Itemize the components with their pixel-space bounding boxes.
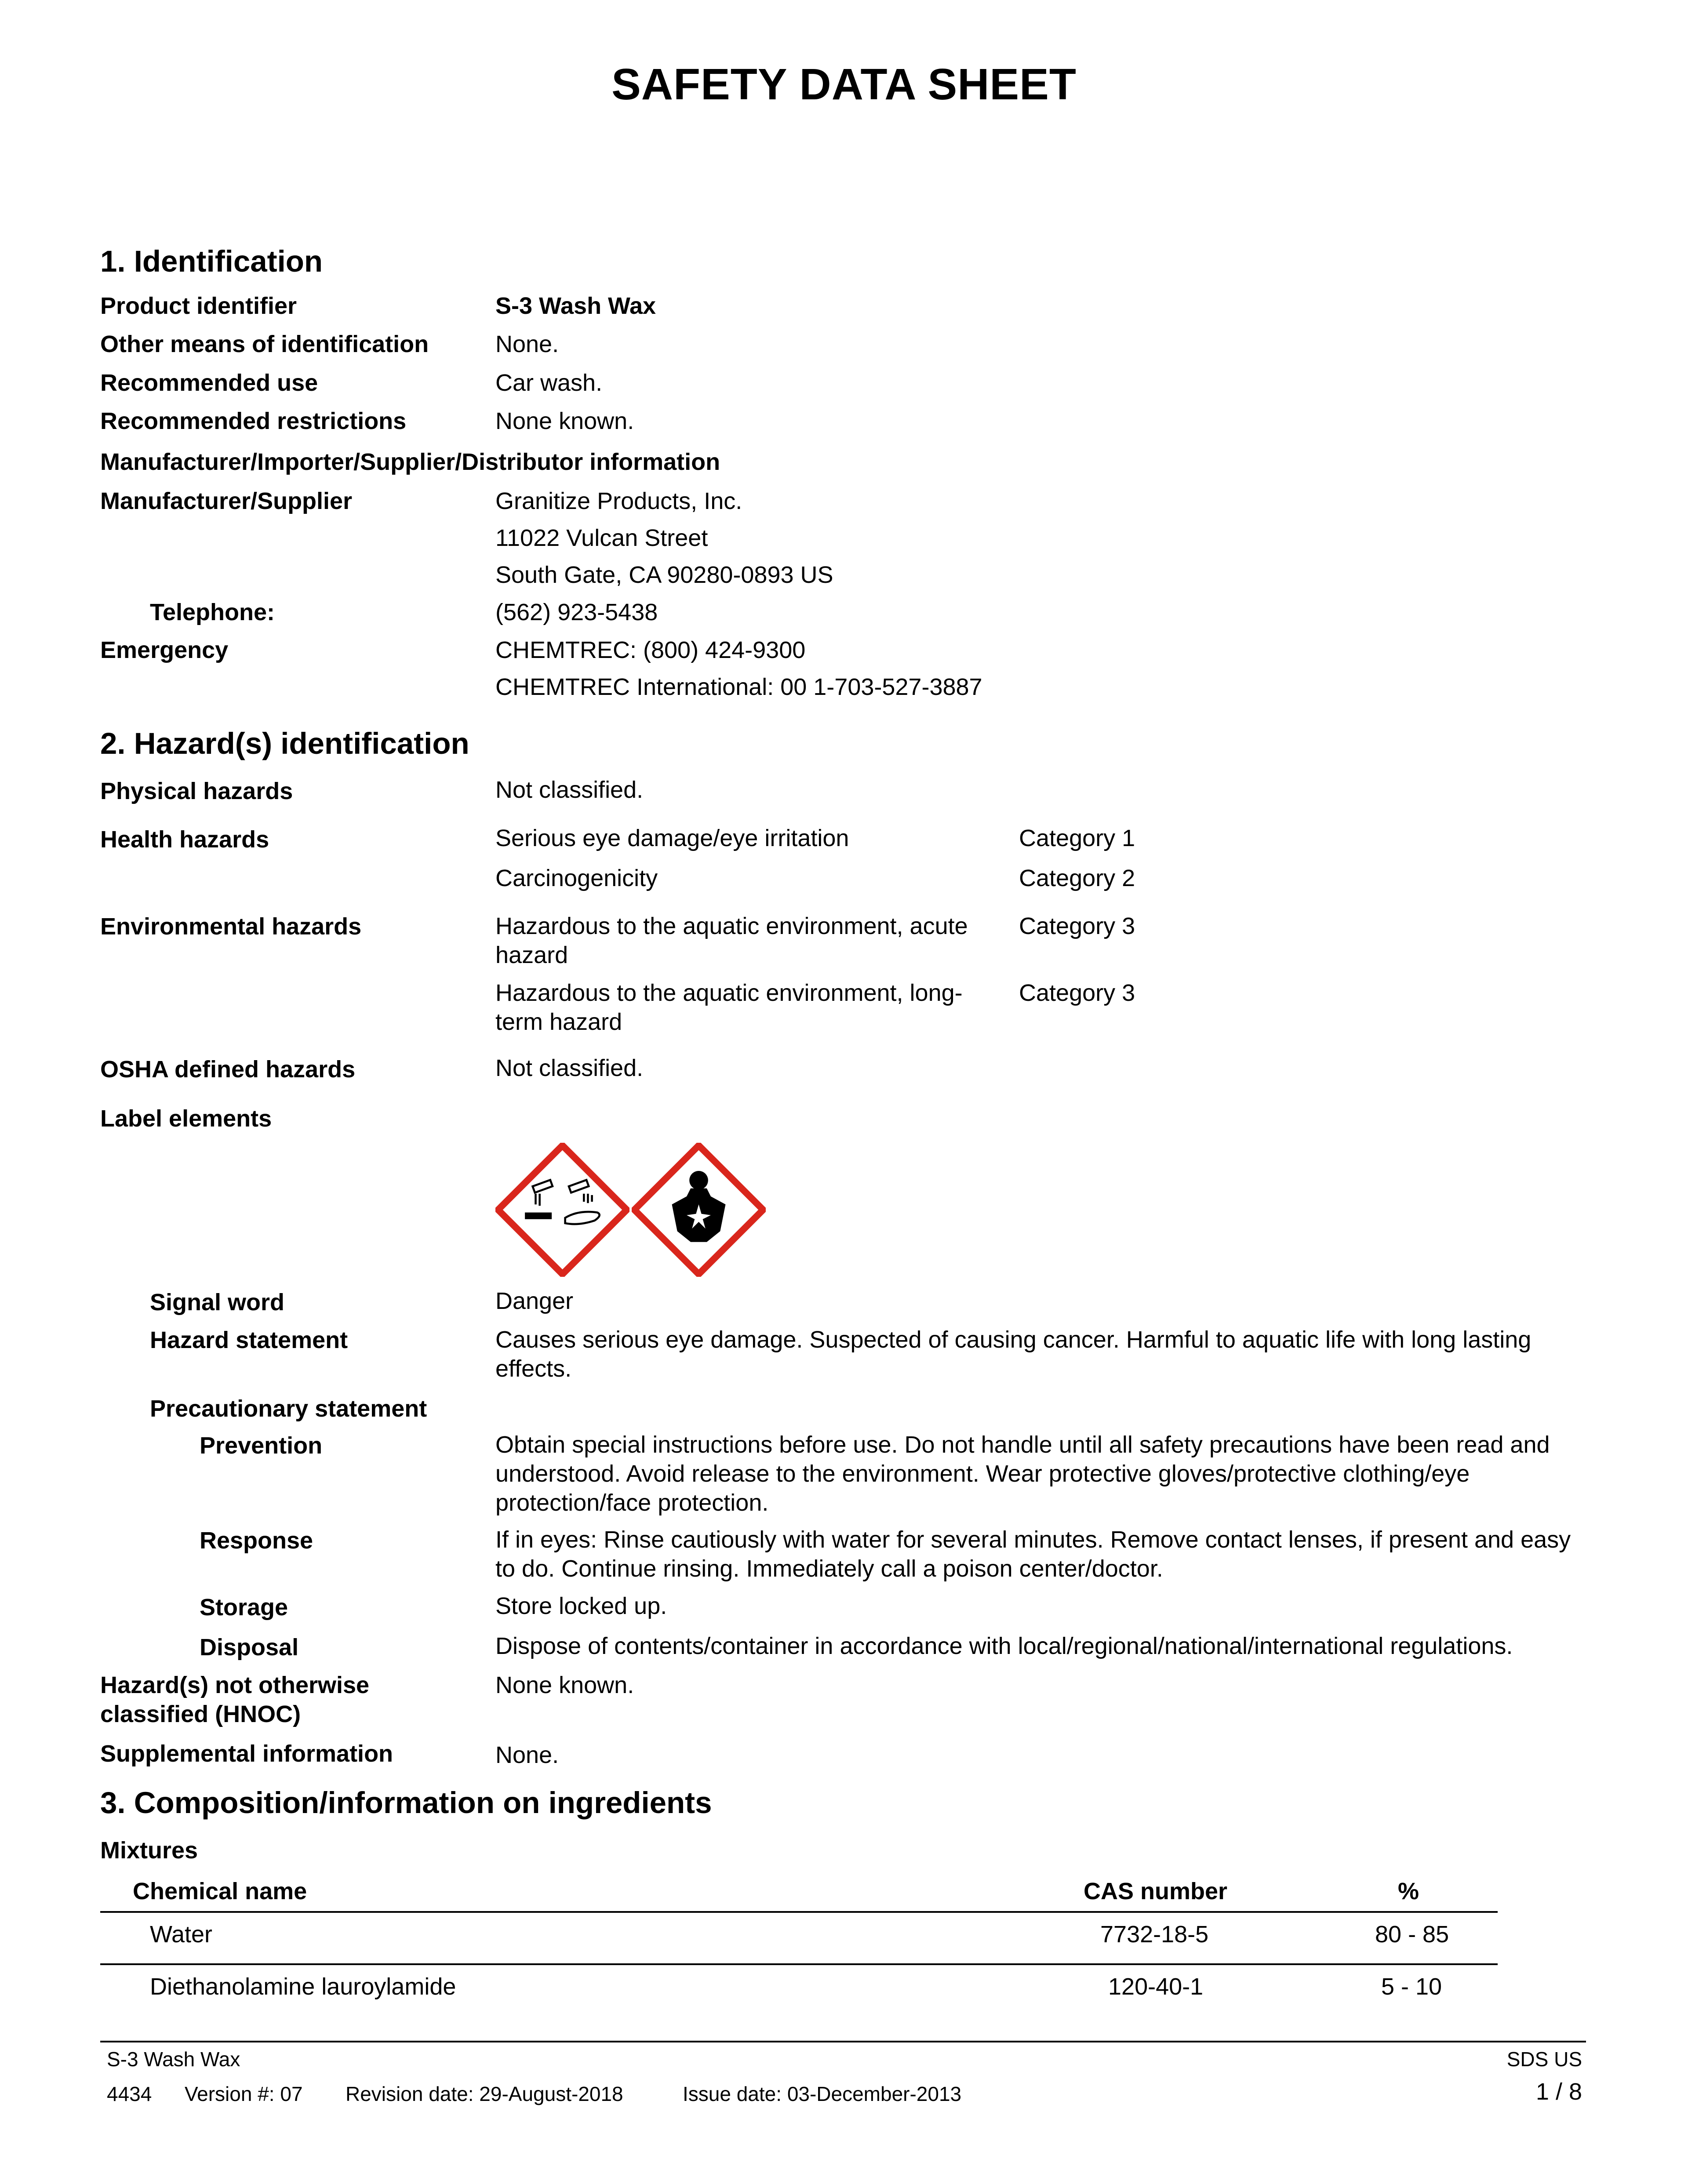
disposal-label: Disposal [200, 1634, 299, 1661]
health-hazard-2-name: Carcinogenicity [495, 865, 658, 891]
manufacturer-city: South Gate, CA 90280-0893 US [495, 562, 833, 588]
precautionary-statement-label: Precautionary statement [150, 1395, 427, 1422]
corrosion-pictogram [495, 1143, 629, 1277]
section-2-title: 2. Hazard(s) identification [100, 727, 469, 760]
footer-page-number: 1 / 8 [1535, 2079, 1582, 2105]
corroded-surface-icon [525, 1213, 552, 1219]
column-header-percent: % [1398, 1878, 1419, 1904]
column-header-cas-number: CAS number [1084, 1878, 1228, 1904]
physical-hazards-label: Physical hazards [100, 778, 293, 804]
recommended-use-value: Car wash. [495, 370, 603, 396]
hnoc-value: None known. [495, 1672, 634, 1698]
footer-rule [100, 2041, 1586, 2042]
hazard-statement-value: Causes serious eye damage. Suspected of causing cancer. Harmful to aquatic life with long lasting effects. [495, 1326, 1532, 1382]
table-header-rule [100, 1911, 1498, 1913]
section-3-title: 3. Composition/information on ingredients [100, 1786, 712, 1820]
env-hazard-2-category: Category 3 [1019, 980, 1135, 1006]
health-hazard-2-category: Category 2 [1019, 865, 1135, 891]
supplemental-info-label: Supplemental information [100, 1741, 393, 1767]
table-row-1-name: Water [150, 1921, 213, 1948]
health-hazard-1-category: Category 1 [1019, 825, 1135, 851]
health-hazards-label: Health hazards [100, 826, 269, 853]
product-identifier-label: Product identifier [100, 293, 297, 319]
osha-hazards-label: OSHA defined hazards [100, 1056, 356, 1083]
emergency-chemtrec-international: CHEMTREC International: 00 1-703-527-3887 [495, 674, 982, 700]
recommended-use-label: Recommended use [100, 370, 318, 396]
osha-hazards-value: Not classified. [495, 1055, 644, 1081]
other-means-value: None. [495, 331, 559, 357]
label-elements-label: Label elements [100, 1105, 272, 1132]
manufacturer-supplier-label: Manufacturer/Supplier [100, 488, 353, 514]
manufacturer-name: Granitize Products, Inc. [495, 488, 742, 514]
signal-word-label: Signal word [150, 1289, 285, 1315]
supplemental-info-value: None. [495, 1742, 559, 1768]
table-row-rule [100, 1963, 1498, 1965]
table-row-1-percent: 80 - 85 [1375, 1921, 1449, 1948]
footer-product-name: S-3 Wash Wax [107, 2048, 240, 2071]
prevention-label: Prevention [200, 1432, 323, 1459]
hnoc-label: Hazard(s) not otherwise classified (HNOC) [100, 1672, 370, 1727]
env-hazard-2-name: Hazardous to the aquatic environment, long-term hazard [495, 980, 963, 1035]
column-header-chemical-name: Chemical name [133, 1878, 307, 1904]
product-identifier-value: S-3 Wash Wax [495, 293, 656, 319]
signal-word-value: Danger [495, 1288, 574, 1314]
mixtures-label: Mixtures [100, 1837, 198, 1864]
section-1-title: 1. Identification [100, 244, 323, 278]
footer-doc-type: SDS US [1506, 2048, 1582, 2071]
disposal-value: Dispose of contents/container in accordance with local/regional/national/international regulations. [495, 1633, 1513, 1659]
env-hazard-1-category: Category 3 [1019, 913, 1135, 939]
health-hazard-1-name: Serious eye damage/eye irritation [495, 825, 849, 851]
prevention-value: Obtain special instructions before use. Do not handle until all safety precautions have been read and understood. Avoid release to the environment. Wear protective gloves/protective clothing/eye protection/face protection. [495, 1432, 1550, 1516]
footer-revision-date: Revision date: 29-August-2018 [346, 2082, 623, 2105]
manufacturer-info-heading: Manufacturer/Importer/Supplier/Distributor information [100, 449, 720, 475]
emergency-label: Emergency [100, 637, 229, 663]
response-value: If in eyes: Rinse cautiously with water for several minutes. Remove contact lenses, if present and easy to do. Continue rinsing. Immediately call a poison center/doctor. [495, 1526, 1571, 1582]
table-row-2-percent: 5 - 10 [1381, 1973, 1442, 2000]
recommended-restrictions-value: None known. [495, 408, 634, 434]
telephone-label: Telephone: [150, 599, 275, 625]
health-hazard-pictogram [632, 1143, 766, 1277]
environmental-hazards-label: Environmental hazards [100, 913, 362, 940]
recommended-restrictions-label: Recommended restrictions [100, 408, 407, 434]
response-label: Response [200, 1527, 313, 1554]
storage-value: Store locked up. [495, 1593, 667, 1619]
env-hazard-1-name: Hazardous to the aquatic environment, acute hazard [495, 913, 968, 968]
table-row-2-name: Diethanolamine lauroylamide [150, 1973, 456, 2000]
physical-hazards-value: Not classified. [495, 777, 644, 803]
document-title: SAFETY DATA SHEET [611, 60, 1077, 109]
footer-version: Version #: 07 [185, 2082, 303, 2105]
table-row-2-cas: 120-40-1 [1108, 1973, 1204, 2000]
footer-issue-date: Issue date: 03-December-2013 [683, 2082, 962, 2105]
emergency-chemtrec: CHEMTREC: (800) 424-9300 [495, 637, 806, 663]
footer-doc-number: 4434 [107, 2082, 152, 2105]
other-means-label: Other means of identification [100, 331, 429, 357]
telephone-value: (562) 923-5438 [495, 599, 658, 625]
table-row-1-cas: 7732-18-5 [1100, 1921, 1209, 1948]
hazard-statement-label: Hazard statement [150, 1327, 348, 1353]
manufacturer-street: 11022 Vulcan Street [495, 525, 708, 551]
storage-label: Storage [200, 1594, 288, 1621]
